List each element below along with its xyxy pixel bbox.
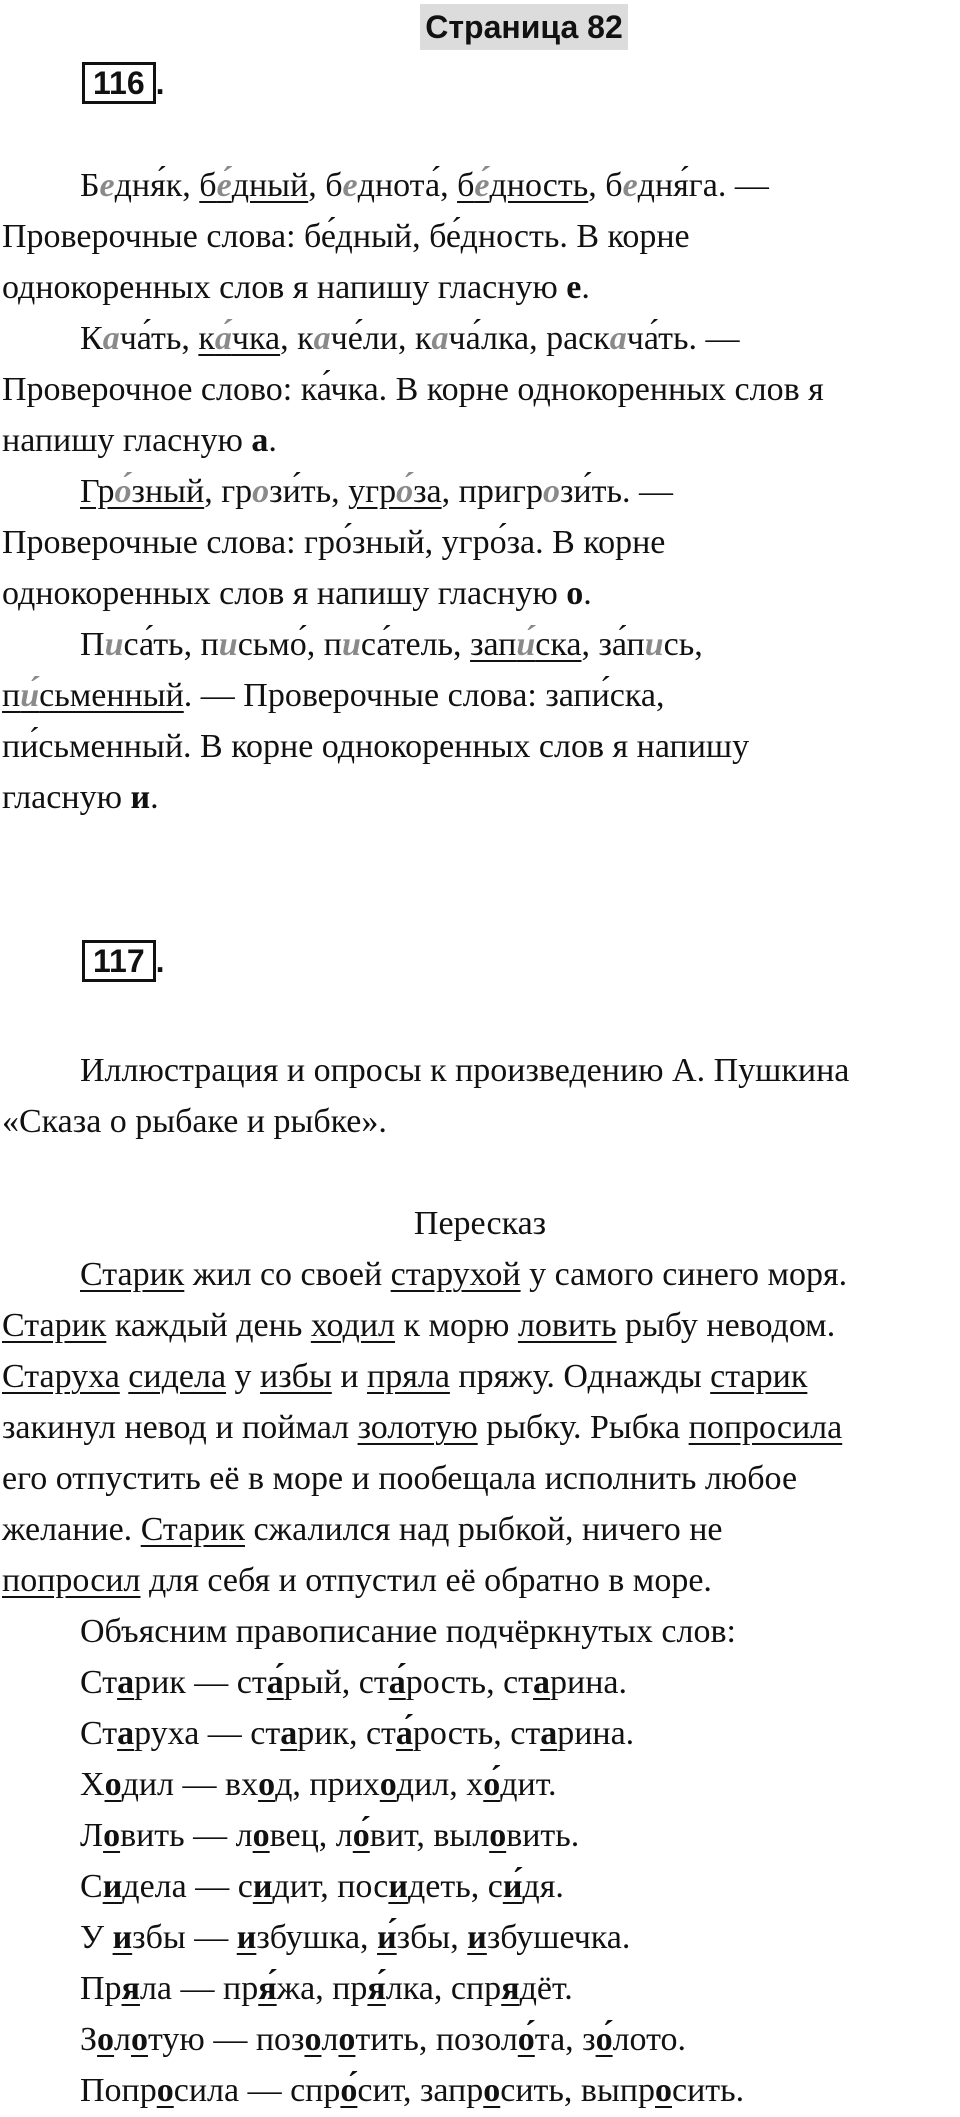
page-header [420, 4, 628, 50]
explain-row: Сидела — сидит, посидеть, си́дя. [80, 1868, 564, 1905]
explain-row: Золотую — позолотить, позоло́та, зо́лото. [80, 2021, 687, 2058]
task-number-box: 116 [82, 62, 156, 104]
paragraph-o-conclusion: однокоренных слов я напишу гласную о. [2, 575, 592, 612]
task-116-number: 116 . [82, 62, 170, 102]
paragraph-a-check: Проверочное слово: ка́чка. В корне однокоренных слов я [2, 371, 824, 408]
paragraph-i: Писа́ть, письмо́, писа́тель, запи́ска, за́пись, [80, 626, 703, 663]
intro-line-2: «Сказа о рыбаке и рыбке». [2, 1103, 387, 1140]
paragraph-a: Кача́ть, ка́чка, каче́ли, кача́лка, раскача́ть. — [80, 320, 740, 357]
explain-intro: Объясним правописание подчёркнутых слов: [80, 1613, 736, 1650]
task-number-box: 117 [82, 940, 156, 982]
story-line-3: Старуха сидела у избы и пряла пряжу. Однажды старик [2, 1358, 808, 1395]
explain-row: У избы — избушка, и́збы, избушечка. [80, 1919, 631, 1956]
paragraph-i-line2: пи́сьменный. — Проверочные слова: запи́ска, [2, 677, 665, 714]
explain-row: Попросила — спро́сит, запросить, выпросить. [80, 2072, 745, 2109]
paragraph-i-conclusion: гласную и. [2, 779, 159, 816]
story-line-2: Старик каждый день ходил к морю ловить рыбу неводом. [2, 1307, 836, 1344]
paragraph-e-conclusion: однокоренных слов я напишу гласную е. [2, 269, 590, 306]
paragraph-i-check: пи́сьменный. В корне однокоренных слов я напишу [2, 728, 750, 765]
story-line-5: его отпустить её в море и пообещала исполнить любое [2, 1460, 798, 1497]
explain-row: Старик — ста́рый, ста́рость, старина. [80, 1664, 628, 1701]
task-116-text [2, 160, 958, 823]
task-117-story [2, 1198, 958, 2116]
story-line-6: желание. Старик сжалился над рыбкой, ничего не [2, 1511, 723, 1548]
paragraph-a-conclusion: напишу гласную а. [2, 422, 277, 459]
paragraph-e: Бедня́к, бе́дный, беднота́, бе́дность, бедня́га. — [80, 167, 769, 204]
paragraph-e-check: Проверочные слова: бе́дный, бе́дность. В корне [2, 218, 690, 255]
paragraph-o: Гро́зный, грози́ть, угро́за, пригрози́ть. — [80, 473, 673, 510]
explain-row: Старуха — старик, ста́рость, старина. [80, 1715, 635, 1752]
explain-row: Ловить — ловец, ло́вит, выловить. [80, 1817, 580, 1854]
story-line-7: попросил для себя и отпустил её обратно в море. [2, 1562, 712, 1599]
task-117-number: 117 . [82, 940, 170, 980]
explain-row: Ходил — вход, приходил, хо́дит. [80, 1766, 557, 1803]
page-label: Страница 82 [425, 9, 623, 45]
story-line-4: закинул невод и поймал золотую рыбку. Рыбка попросила [2, 1409, 843, 1446]
explain-row: Пряла — пря́жа, пря́лка, спрядёт. [80, 1970, 573, 2007]
paragraph-o-check: Проверочные слова: гро́зный, угро́за. В корне [2, 524, 666, 561]
story-line-1: Старик жил со своей старухой у самого синего моря. [80, 1256, 848, 1293]
retell-title: Пересказ [413, 1205, 547, 1242]
intro-line-1: Иллюстрация и опросы к произведению А. Пушкина [80, 1052, 850, 1089]
task-117-intro [2, 1045, 958, 1147]
